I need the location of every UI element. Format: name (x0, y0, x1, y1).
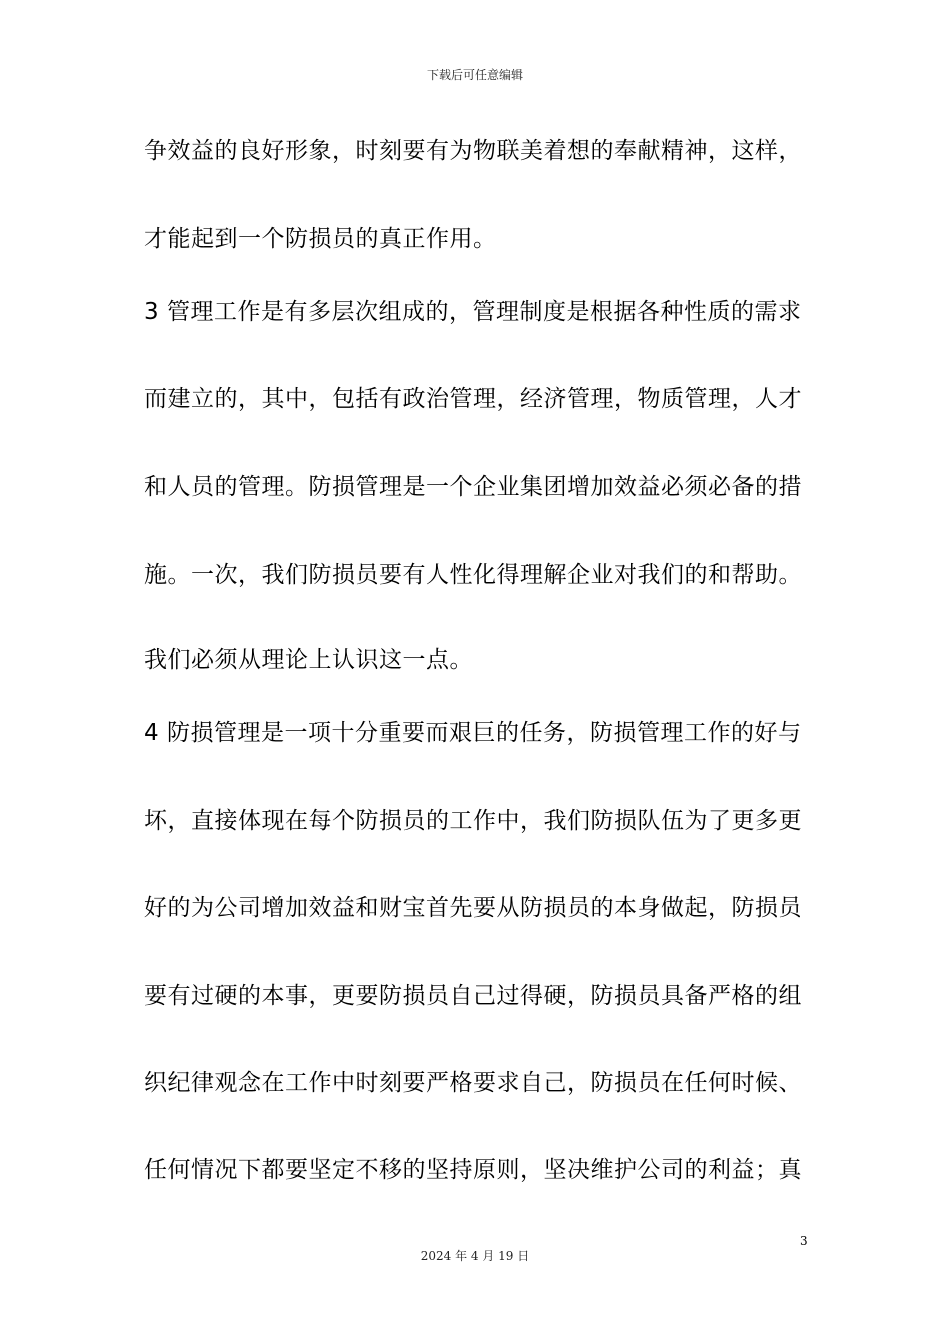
paragraph-line: 要有过硬的本事，更要防损员自己过得硬，防损员具备严格的组 (144, 983, 802, 1009)
paragraph-line: 才能起到一个防损员的真正作用。 (144, 226, 497, 252)
paragraph-line: 任何情况下都要坚定不移的坚持原则，坚决维护公司的利益；真 (144, 1157, 802, 1183)
paragraph-line: 和人员的管理。防损管理是一个企业集团增加效益必须必备的措 (144, 474, 802, 500)
paragraph-line: 施。一次，我们防损员要有人性化得理解企业对我们的和帮助。 (144, 562, 802, 588)
paragraph-line: 4 防损管理是一项十分重要而艰巨的任务，防损管理工作的好与 (144, 720, 802, 746)
page-header: 下载后可任意编辑 (426, 68, 523, 82)
paragraph-line: 坏，直接体现在每个防损员的工作中，我们防损队伍为了更多更 (144, 808, 802, 834)
paragraph-line: 而建立的，其中，包括有政治管理，经济管理，物质管理，人才 (144, 386, 802, 412)
paragraph-line: 争效益的良好形象，时刻要有为物联美着想的奉献精神，这样， (144, 138, 802, 164)
paragraph-line: 我们必须从理论上认识这一点。 (144, 647, 473, 673)
page-footer-date: 2024 年 4 月 19 日 (420, 1249, 530, 1263)
paragraph-line: 织纪律观念在工作中时刻要严格要求自己，防损员在任何时候、 (144, 1070, 802, 1096)
page-number: 3 (800, 1234, 808, 1248)
paragraph-line: 好的为公司增加效益和财宝首先要从防损员的本身做起，防损员 (144, 895, 802, 921)
paragraph-line: 3 管理工作是有多层次组成的，管理制度是根据各种性质的需求 (144, 299, 802, 325)
